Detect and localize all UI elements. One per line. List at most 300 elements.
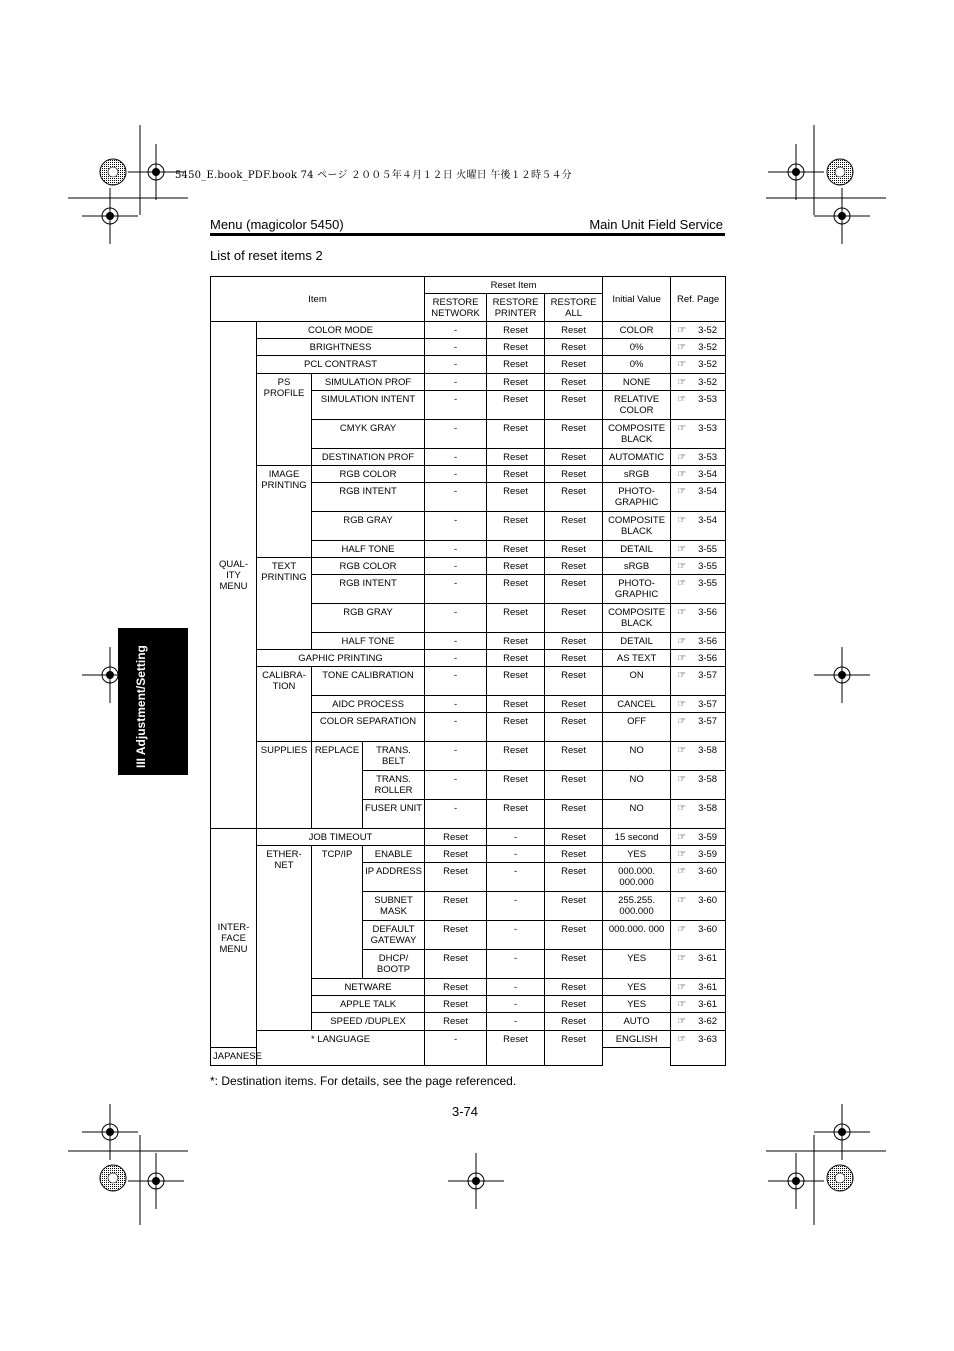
cell-ref-page (671, 1013, 726, 1031)
cell-item: BRIGHTNESS (257, 339, 425, 356)
registration-mark (106, 671, 114, 679)
section-tab (118, 628, 188, 775)
cell-restore-network: Reset (425, 950, 487, 979)
cell-restore-printer: - (487, 846, 545, 863)
cell-ref-page (671, 391, 726, 420)
cell-initial-value: NONE (603, 374, 671, 391)
registration-mark (472, 1177, 480, 1185)
cell-restore-all: Reset (545, 696, 603, 713)
cell-ref-page (671, 713, 726, 742)
cell-restore-all: Reset (545, 771, 603, 800)
cell-restore-network: - (425, 483, 487, 512)
cell-restore-network: Reset (425, 996, 487, 1013)
page-subtitle: List of reset items 2 (210, 248, 323, 263)
cell-restore-all: Reset (545, 846, 603, 863)
cell-initial-value: AS TEXT (603, 650, 671, 667)
cell-item: SUBNET MASK (363, 892, 425, 921)
cell-restore-network: - (425, 449, 487, 466)
cell-initial-value: PHOTO-GRAPHIC (603, 575, 671, 604)
registration-mark (838, 671, 846, 679)
ref-page-number: 3-52 (698, 359, 718, 370)
cell-ref-page (671, 950, 726, 979)
cell-restore-printer: Reset (487, 483, 545, 512)
cell-item: DEFAULT GATEWAY (363, 921, 425, 950)
cell-restore-network: - (425, 575, 487, 604)
group-quality-menu: QUAL-ITY MENU (211, 322, 257, 829)
file-header: 5450_E.book_PDF.book 74 ページ ２００５年４月１２日 火曜日 午後１２時５４分 (175, 170, 572, 181)
pointing-hand-icon: ☞ (677, 745, 687, 756)
pointing-hand-icon: ☞ (677, 359, 687, 370)
ref-page-number: 3-60 (698, 895, 718, 906)
cell-restore-printer: Reset (487, 604, 545, 633)
cell-restore-network: - (425, 604, 487, 633)
cell-ref-page (671, 356, 726, 374)
cell-restore-printer: Reset (487, 1031, 545, 1066)
cell-restore-printer: Reset (487, 449, 545, 466)
ref-page-number: 3-53 (698, 394, 718, 405)
cell-restore-all: Reset (545, 921, 603, 950)
cell-restore-network: - (425, 742, 487, 771)
cell-initial-value: 000.000. 000.000 (603, 863, 671, 892)
cell-restore-network: Reset (425, 863, 487, 892)
cell-restore-all: Reset (545, 996, 603, 1013)
ref-page-number: 3-58 (698, 803, 718, 814)
ref-page-number: 3-62 (698, 1016, 718, 1027)
cell-restore-network: - (425, 713, 487, 742)
cell-ref-page (671, 696, 726, 713)
cell-initial-value: sRGB (603, 466, 671, 483)
cell-restore-network: - (425, 800, 487, 829)
cell-restore-all: Reset (545, 892, 603, 921)
cell-initial-value: OFF (603, 713, 671, 742)
cell-restore-printer: Reset (487, 420, 545, 449)
registration-target (108, 167, 118, 177)
cell-restore-printer: Reset (487, 322, 545, 339)
registration-target (108, 1173, 118, 1183)
cell-ref-page (671, 420, 726, 449)
pointing-hand-icon: ☞ (677, 999, 687, 1010)
cell-item: APPLE TALK (312, 996, 425, 1013)
cell-ref-page (671, 771, 726, 800)
cell-restore-printer: Reset (487, 374, 545, 391)
cell-ref-page (671, 512, 726, 541)
cell-restore-printer: - (487, 1013, 545, 1031)
pointing-hand-icon: ☞ (677, 452, 687, 463)
ref-page-number: 3-58 (698, 745, 718, 756)
cell-item: TRANS. ROLLER (363, 771, 425, 800)
cell-item: JOB TIMEOUT (257, 829, 425, 846)
cell-initial-value: COMPOSITE BLACK (603, 420, 671, 449)
cell-restore-network: - (425, 696, 487, 713)
registration-mark (152, 1177, 160, 1185)
cell-item: CMYK GRAY (312, 420, 425, 449)
group-text-printing: TEXT PRINTING (257, 558, 312, 650)
pointing-hand-icon: ☞ (677, 982, 687, 993)
pointing-hand-icon: ☞ (677, 1016, 687, 1027)
cell-restore-printer: Reset (487, 800, 545, 829)
cell-restore-network: - (425, 322, 487, 339)
cell-restore-all: Reset (545, 374, 603, 391)
cell-restore-all: Reset (545, 950, 603, 979)
cell-item: * LANGUAGE (257, 1031, 425, 1066)
cell-item: SIMULATION PROF (312, 374, 425, 391)
group-ethernet: ETHER-NET (257, 846, 312, 1031)
cell-restore-printer: - (487, 921, 545, 950)
registration-mark (106, 1128, 114, 1136)
cell-initial-value: 15 second (603, 829, 671, 846)
pointing-hand-icon: ☞ (677, 607, 687, 618)
page-header-left: Menu (magicolor 5450) (210, 217, 344, 232)
cell-ref-page (671, 322, 726, 339)
cell-ref-page (671, 466, 726, 483)
cell-restore-network: - (425, 633, 487, 650)
registration-target (835, 167, 845, 177)
cell-item: SIMULATION INTENT (312, 391, 425, 420)
header-item: Item (211, 277, 425, 322)
cell-restore-all: Reset (545, 742, 603, 771)
cell-item: SPEED /DUPLEX (312, 1013, 425, 1031)
pointing-hand-icon: ☞ (677, 544, 687, 555)
header-restore-printer: RESTORE PRINTER (487, 294, 545, 322)
cell-restore-printer: Reset (487, 558, 545, 575)
cell-ref-page (671, 1031, 726, 1066)
ref-page-number: 3-52 (698, 325, 718, 336)
registration-target (835, 1173, 845, 1183)
cell-item: DESTINATION PROF (312, 449, 425, 466)
ref-page-number: 3-52 (698, 377, 718, 388)
table-row (211, 829, 726, 846)
page-number: 3-74 (452, 1104, 479, 1119)
header-initial-value: Initial Value (603, 277, 671, 322)
cell-ref-page (671, 604, 726, 633)
group-calibration: CALIBRA-TION (257, 667, 312, 742)
cell-restore-all: Reset (545, 512, 603, 541)
ref-page-number: 3-57 (698, 716, 718, 727)
table-row (211, 667, 726, 696)
cell-restore-printer: - (487, 950, 545, 979)
cell-item: TONE CALIBRATION (312, 667, 425, 696)
cell-item: RGB COLOR (312, 558, 425, 575)
cell-item: RGB GRAY (312, 604, 425, 633)
cell-restore-network: Reset (425, 829, 487, 846)
pointing-hand-icon: ☞ (677, 699, 687, 710)
ref-page-number: 3-55 (698, 544, 718, 555)
pointing-hand-icon: ☞ (677, 653, 687, 664)
pointing-hand-icon: ☞ (677, 342, 687, 353)
cell-restore-network: - (425, 650, 487, 667)
ref-page-number: 3-57 (698, 670, 718, 681)
cell-restore-network: - (425, 356, 487, 374)
cell-restore-printer: Reset (487, 742, 545, 771)
cell-restore-all: Reset (545, 829, 603, 846)
reset-items-body (211, 322, 726, 1066)
cell-restore-printer: - (487, 979, 545, 996)
pointing-hand-icon: ☞ (677, 774, 687, 785)
cell-restore-all: Reset (545, 604, 603, 633)
cell-restore-network: - (425, 558, 487, 575)
cell-restore-all: Reset (545, 650, 603, 667)
cell-restore-all: Reset (545, 322, 603, 339)
cell-initial-value: AUTOMATIC (603, 449, 671, 466)
cell-initial-value: YES (603, 996, 671, 1013)
cell-restore-network: Reset (425, 1013, 487, 1031)
pointing-hand-icon: ☞ (677, 515, 687, 526)
cell-initial-value: AUTO (603, 1013, 671, 1031)
pointing-hand-icon: ☞ (677, 924, 687, 935)
cell-ref-page (671, 846, 726, 863)
cell-initial-value: sRGB (603, 558, 671, 575)
cell-restore-all: Reset (545, 1031, 603, 1066)
cell-restore-all: Reset (545, 541, 603, 558)
cell-restore-all: Reset (545, 391, 603, 420)
registration-mark (106, 212, 114, 220)
header-rule (210, 233, 725, 236)
cell-ref-page (671, 541, 726, 558)
cell-initial-value: COMPOSITE BLACK (603, 512, 671, 541)
cell-restore-all: Reset (545, 558, 603, 575)
cell-restore-printer: - (487, 829, 545, 846)
cell-initial-value: DETAIL (603, 633, 671, 650)
cell-restore-printer: Reset (487, 575, 545, 604)
header-restore-all: RESTORE ALL (545, 294, 603, 322)
cell-restore-network: Reset (425, 892, 487, 921)
cell-restore-printer: Reset (487, 667, 545, 696)
cell-restore-network: - (425, 667, 487, 696)
cell-initial-value: RELATIVE COLOR (603, 391, 671, 420)
header-reset-item: Reset Item (425, 277, 603, 294)
cell-restore-network: - (425, 771, 487, 800)
group-supplies: SUPPLIES (257, 742, 312, 829)
pointing-hand-icon: ☞ (677, 486, 687, 497)
cell-initial-value: YES (603, 950, 671, 979)
cell-initial-value: NO (603, 771, 671, 800)
ref-page-number: 3-60 (698, 866, 718, 877)
pointing-hand-icon: ☞ (677, 895, 687, 906)
cell-ref-page (671, 742, 726, 771)
registration-mark (792, 168, 800, 176)
cell-initial-value: JAPANESE (211, 1048, 257, 1066)
cell-item: RGB GRAY (312, 512, 425, 541)
cell-item: HALF TONE (312, 541, 425, 558)
ref-page-number: 3-59 (698, 832, 718, 843)
pointing-hand-icon: ☞ (677, 394, 687, 405)
ref-page-number: 3-52 (698, 342, 718, 353)
cell-ref-page (671, 979, 726, 996)
cell-restore-network: - (425, 339, 487, 356)
ref-page-number: 3-60 (698, 924, 718, 935)
cell-item: IP ADDRESS (363, 863, 425, 892)
cell-restore-all: Reset (545, 863, 603, 892)
cell-restore-printer: Reset (487, 541, 545, 558)
ref-page-number: 3-56 (698, 653, 718, 664)
cell-item: RGB INTENT (312, 575, 425, 604)
pointing-hand-icon: ☞ (677, 670, 687, 681)
ref-page-number: 3-53 (698, 423, 718, 434)
cell-restore-printer: - (487, 863, 545, 892)
cell-initial-value: YES (603, 979, 671, 996)
pointing-hand-icon: ☞ (677, 561, 687, 572)
ref-page-number: 3-61 (698, 953, 718, 964)
cell-initial-value: ENGLISH (603, 1031, 671, 1048)
group-tcpip: TCP/IP (312, 846, 363, 979)
cell-item: NETWARE (312, 979, 425, 996)
cell-restore-network: - (425, 420, 487, 449)
group-replace: REPLACE (312, 742, 363, 829)
cell-restore-printer: Reset (487, 713, 545, 742)
cell-initial-value: COMPOSITE BLACK (603, 604, 671, 633)
cell-initial-value: PHOTO-GRAPHIC (603, 483, 671, 512)
pointing-hand-icon: ☞ (677, 953, 687, 964)
cell-ref-page (671, 800, 726, 829)
cell-restore-all: Reset (545, 466, 603, 483)
section-tab-label: III Adjustment/Setting (134, 645, 148, 768)
cell-restore-network: - (425, 541, 487, 558)
table-row (211, 742, 726, 771)
cell-restore-network: Reset (425, 846, 487, 863)
cell-restore-printer: Reset (487, 771, 545, 800)
cell-initial-value: 0% (603, 356, 671, 374)
cell-item: AIDC PROCESS (312, 696, 425, 713)
ref-page-number: 3-61 (698, 982, 718, 993)
ref-page-number: 3-56 (698, 636, 718, 647)
cell-ref-page (671, 829, 726, 846)
table-row (211, 466, 726, 483)
ref-page-number: 3-59 (698, 849, 718, 860)
table-row (211, 374, 726, 391)
cell-ref-page (671, 449, 726, 466)
cell-initial-value: 255.255. 000.000 (603, 892, 671, 921)
reset-items-table (210, 276, 726, 1066)
ref-page-number: 3-63 (698, 1034, 718, 1045)
cell-ref-page (671, 339, 726, 356)
ref-page-number: 3-55 (698, 561, 718, 572)
cell-item: FUSER UNIT (363, 800, 425, 829)
cell-restore-printer: Reset (487, 696, 545, 713)
pointing-hand-icon: ☞ (677, 636, 687, 647)
cell-initial-value: NO (603, 742, 671, 771)
pointing-hand-icon: ☞ (677, 849, 687, 860)
cell-item: DHCP/ BOOTP (363, 950, 425, 979)
cell-item: COLOR SEPARATION (312, 713, 425, 742)
cell-restore-all: Reset (545, 979, 603, 996)
table-row (211, 650, 726, 667)
table-row (211, 558, 726, 575)
cell-restore-all: Reset (545, 575, 603, 604)
cell-item: GAPHIC PRINTING (257, 650, 425, 667)
registration-mark (838, 212, 846, 220)
cell-restore-all: Reset (545, 483, 603, 512)
cell-restore-printer: - (487, 892, 545, 921)
cell-item: ENABLE (363, 846, 425, 863)
cell-ref-page (671, 650, 726, 667)
cell-ref-page (671, 575, 726, 604)
ref-page-number: 3-55 (698, 578, 718, 589)
cell-restore-all: Reset (545, 633, 603, 650)
cell-restore-network: - (425, 466, 487, 483)
cell-item: RGB INTENT (312, 483, 425, 512)
registration-mark (152, 168, 160, 176)
ref-page-number: 3-53 (698, 452, 718, 463)
registration-mark (792, 1177, 800, 1185)
cell-item: PCL CONTRAST (257, 356, 425, 374)
cell-item: HALF TONE (312, 633, 425, 650)
table-row (211, 339, 726, 356)
cell-initial-value: DETAIL (603, 541, 671, 558)
pointing-hand-icon: ☞ (677, 469, 687, 480)
cell-restore-printer: Reset (487, 633, 545, 650)
cell-restore-all: Reset (545, 356, 603, 374)
table-row (211, 322, 726, 339)
cell-initial-value: ON (603, 667, 671, 696)
group-interface-menu: INTER-FACE MENU (211, 829, 257, 1048)
header-restore-network: RESTORE NETWORK (425, 294, 487, 322)
cell-restore-all: Reset (545, 713, 603, 742)
ref-page-number: 3-57 (698, 699, 718, 710)
cell-restore-all: Reset (545, 1013, 603, 1031)
cell-initial-value: NO (603, 800, 671, 829)
cell-restore-printer: Reset (487, 650, 545, 667)
cell-ref-page (671, 921, 726, 950)
cell-restore-all: Reset (545, 667, 603, 696)
cell-restore-printer: Reset (487, 512, 545, 541)
pointing-hand-icon: ☞ (677, 832, 687, 843)
cell-restore-network: - (425, 374, 487, 391)
cell-restore-network: - (425, 391, 487, 420)
cell-restore-printer: Reset (487, 356, 545, 374)
cell-restore-network: - (425, 1031, 487, 1066)
pointing-hand-icon: ☞ (677, 578, 687, 589)
cell-restore-network: Reset (425, 979, 487, 996)
table-row (211, 846, 726, 863)
cell-ref-page (671, 996, 726, 1013)
pointing-hand-icon: ☞ (677, 866, 687, 877)
ref-page-number: 3-58 (698, 774, 718, 785)
cell-initial-value: COLOR (603, 322, 671, 339)
registration-mark (838, 1128, 846, 1136)
cell-restore-all: Reset (545, 800, 603, 829)
cell-initial-value: CANCEL (603, 696, 671, 713)
ref-page-number: 3-56 (698, 607, 718, 618)
cell-restore-all: Reset (545, 339, 603, 356)
page-header-right: Main Unit Field Service (589, 217, 723, 232)
group-ps-profile: PS PROFILE (257, 374, 312, 466)
cell-restore-all: Reset (545, 449, 603, 466)
footnote: *: Destination items. For details, see the page referenced. (210, 1074, 517, 1088)
cell-ref-page (671, 483, 726, 512)
cell-restore-all: Reset (545, 420, 603, 449)
cell-initial-value: YES (603, 846, 671, 863)
table-row (211, 356, 726, 374)
pointing-hand-icon: ☞ (677, 1034, 687, 1045)
cell-item: TRANS. BELT (363, 742, 425, 771)
ref-page-number: 3-61 (698, 999, 718, 1010)
pointing-hand-icon: ☞ (677, 423, 687, 434)
cell-ref-page (671, 863, 726, 892)
ref-page-number: 3-54 (698, 515, 718, 526)
table-row (211, 1031, 726, 1048)
cell-item: COLOR MODE (257, 322, 425, 339)
cell-ref-page (671, 558, 726, 575)
cell-ref-page (671, 892, 726, 921)
cell-ref-page (671, 374, 726, 391)
cell-initial-value: 0% (603, 339, 671, 356)
cell-restore-network: - (425, 512, 487, 541)
ref-page-number: 3-54 (698, 486, 718, 497)
cell-restore-printer: Reset (487, 339, 545, 356)
pointing-hand-icon: ☞ (677, 803, 687, 814)
cell-restore-printer: - (487, 996, 545, 1013)
header-ref-page: Ref. Page (671, 277, 726, 322)
